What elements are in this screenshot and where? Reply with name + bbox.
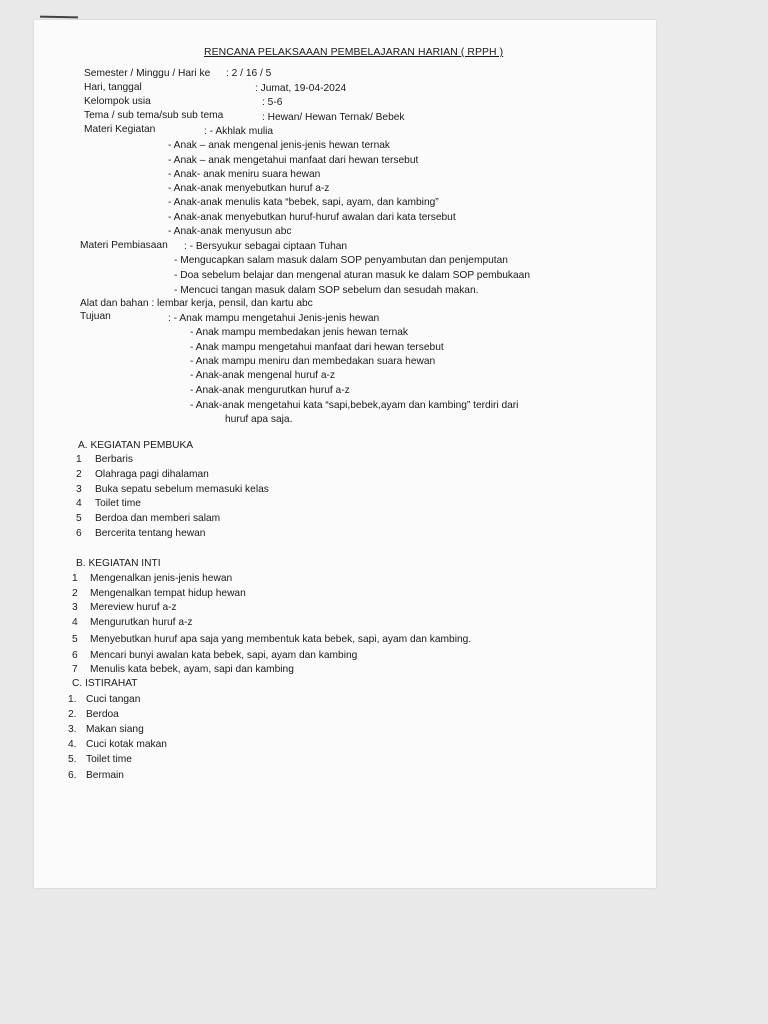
pembiasaan-item: - Mengucapkan salam masuk dalam SOP penyambutan dan penjemputan <box>174 255 508 266</box>
tujuan-cont: huruf apa saja. <box>225 414 293 425</box>
tujuan-item: - Anak mampu mengetahui manfaat dari hewan tersebut <box>190 342 444 353</box>
tujuan-first: : - Anak mampu mengetahui Jenis-jenis hewan <box>168 313 380 324</box>
list-item: 5 Menyebutkan huruf apa saja yang membentuk kata bebek, sapi, ayam dan kambing. <box>72 634 472 645</box>
pembiasaan-item: - Doa sebelum belajar dan mengenal aturan masuk ke dalam SOP pembukaan <box>174 270 531 281</box>
list-item: 7 Menulis kata bebek, ayam, sapi dan kambing <box>72 664 294 675</box>
list-item: 2 Mengenalkan tempat hidup hewan <box>72 588 246 599</box>
list-item: 1. Cuci tangan <box>68 694 141 705</box>
hari-value: : Jumat, 19-04-2024 <box>255 83 347 94</box>
scan-mark <box>40 16 78 19</box>
usia-value: : 5-6 <box>262 97 283 108</box>
tujuan-item: - Anak-anak mengetahui kata “sapi,bebek,ayam dan kambing” terdiri dari <box>190 400 519 411</box>
list-item: 1 Mengenalkan jenis-jenis hewan <box>72 573 233 584</box>
semester-label: Semester / Minggu / Hari ke <box>84 68 211 79</box>
tema-value: : Hewan/ Hewan Ternak/ Bebek <box>262 112 405 123</box>
list-item: 3 Mereview huruf a-z <box>72 602 177 613</box>
tujuan-item: - Anak-anak mengenal huruf a-z <box>190 370 335 381</box>
scan-footer-mark <box>37 880 107 886</box>
usia-label: Kelompok usia <box>84 96 151 107</box>
list-item: 1 Berbaris <box>76 454 133 465</box>
semester-value: : 2 / 16 / 5 <box>226 68 272 79</box>
list-item: 3 Buka sepatu sebelum memasuki kelas <box>76 484 269 495</box>
list-item: 6 Mencari bunyi awalan kata bebek, sapi, ayam dan kambing <box>72 650 358 661</box>
pembiasaan-item: - Mencuci tangan masuk dalam SOP sebelum dan sesudah makan. <box>174 285 479 296</box>
list-item: 2 Olahraga pagi dihalaman <box>76 469 209 480</box>
materi-item: - Anak-anak menulis kata “bebek, sapi, ayam, dan kambing” <box>168 197 439 208</box>
materi-label: Materi Kegiatan <box>84 124 156 135</box>
materi-item: - Anak – anak mengetahui manfaat dari hewan tersebut <box>168 155 419 166</box>
list-item: 5 Berdoa dan memberi salam <box>76 513 221 524</box>
materi-item: - Anak-anak menyebutkan huruf-huruf awalan dari kata tersebut <box>168 212 456 223</box>
materi-item: - Anak- anak meniru suara hewan <box>168 169 321 180</box>
section-b-heading: B. KEGIATAN INTI <box>76 558 161 569</box>
hari-label: Hari, tanggal <box>84 82 142 93</box>
tujuan-item: - Anak mampu meniru dan membedakan suara hewan <box>190 356 436 367</box>
tujuan-label: Tujuan <box>80 311 111 322</box>
list-item: 6 Bercerita tentang hewan <box>76 528 206 539</box>
pembiasaan-first: : - Bersyukur sebagai ciptaan Tuhan <box>184 241 348 252</box>
list-item: 6. Bermain <box>68 770 124 781</box>
materi-item: - Anak-anak menyebutkan huruf a-z <box>168 183 330 194</box>
materi-item: - Anak-anak menyusun abc <box>168 226 292 237</box>
materi-first: : - Akhlak mulia <box>204 126 274 137</box>
list-item: 4 Mengurutkan huruf a-z <box>72 617 193 628</box>
tujuan-item: - Anak-anak mengurutkan huruf a-z <box>190 385 350 396</box>
pembiasaan-label: Materi Pembiasaan <box>80 240 168 251</box>
list-item: 3. Makan siang <box>68 724 144 735</box>
section-a-heading: A. KEGIATAN PEMBUKA <box>78 440 194 451</box>
list-item: 5. Toilet time <box>68 754 132 765</box>
list-item: 4. Cuci kotak makan <box>68 739 167 750</box>
materi-item: - Anak – anak mengenal jenis-jenis hewan ternak <box>168 140 390 151</box>
alat-bahan: Alat dan bahan : lembar kerja, pensil, dan kartu abc <box>80 298 313 309</box>
tema-label: Tema / sub tema/sub sub tema <box>84 110 224 121</box>
list-item: 2. Berdoa <box>68 709 119 720</box>
document-title: RENCANA PELAKSAAAN PEMBELAJARAN HARIAN ( RPPH ) <box>204 47 504 58</box>
tujuan-item: - Anak mampu membedakan jenis hewan ternak <box>190 327 409 338</box>
list-item: 4 Toilet time <box>76 498 141 509</box>
section-c-heading: C. ISTIRAHAT <box>72 678 138 689</box>
